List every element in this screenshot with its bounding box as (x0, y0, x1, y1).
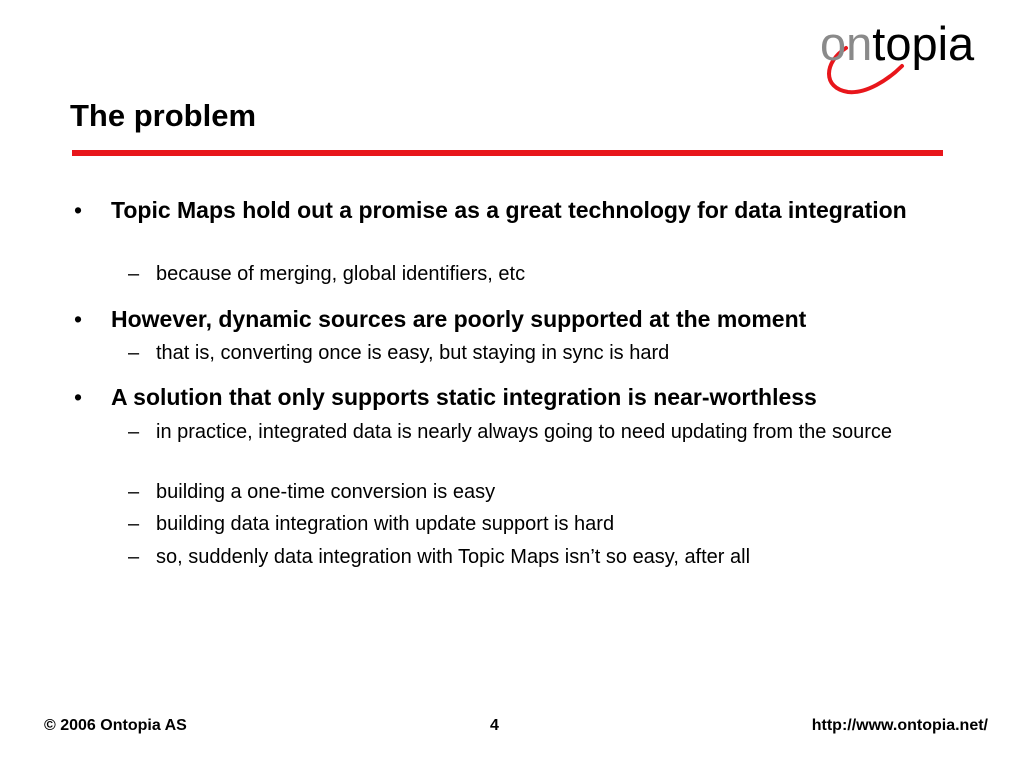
bullet-item (74, 304, 931, 334)
sub-bullet-text: because of merging, global identifiers, etc (156, 263, 526, 285)
sub-bullet-text: building a one-time conversion is easy (156, 481, 496, 503)
sub-bullet-marker: – (128, 513, 140, 535)
sub-bullet-item (128, 544, 946, 571)
logo-wordmark: ontopia (820, 17, 975, 70)
ontopia-logo (818, 14, 1014, 100)
sub-bullet-item (128, 261, 946, 288)
bullet-marker: • (74, 197, 83, 223)
bullet-text: Topic Maps hold out a promise as a great technology for data integration (111, 197, 907, 223)
sub-bullet-marker: – (128, 546, 140, 568)
footer-copyright: © 2006 Ontopia AS (44, 717, 187, 734)
bullet-marker: • (74, 306, 83, 332)
sub-bullet-item (128, 511, 946, 538)
slide-title: The problem (70, 98, 257, 133)
sub-bullet-marker: – (128, 481, 140, 503)
bullet-item (74, 195, 931, 225)
sub-bullet-marker: – (128, 342, 140, 364)
sub-bullet-text: so, suddenly data integration with Topic Maps isn’t so easy, after all (156, 546, 751, 568)
sub-bullet-text: that is, converting once is easy, but staying in sync is hard (156, 342, 670, 364)
sub-bullet-marker: – (128, 263, 140, 285)
footer-page-number: 4 (490, 717, 499, 734)
sub-bullet-item (128, 340, 946, 367)
sub-bullet-text: building data integration with update support is hard (156, 513, 615, 535)
bullet-text: A solution that only supports static integration is near-worthless (111, 384, 817, 410)
sub-bullet-marker: – (128, 421, 140, 443)
sub-bullet-item (128, 419, 946, 446)
sub-bullet-item (128, 479, 946, 506)
title-divider (72, 150, 943, 156)
bullet-text: However, dynamic sources are poorly supported at the moment (111, 306, 807, 332)
bullet-item (74, 382, 931, 412)
sub-bullet-text: in practice, integrated data is nearly always going to need updating from the source (156, 421, 892, 443)
footer-url: http://www.ontopia.net/ (811, 717, 988, 734)
bullet-marker: • (74, 384, 83, 410)
